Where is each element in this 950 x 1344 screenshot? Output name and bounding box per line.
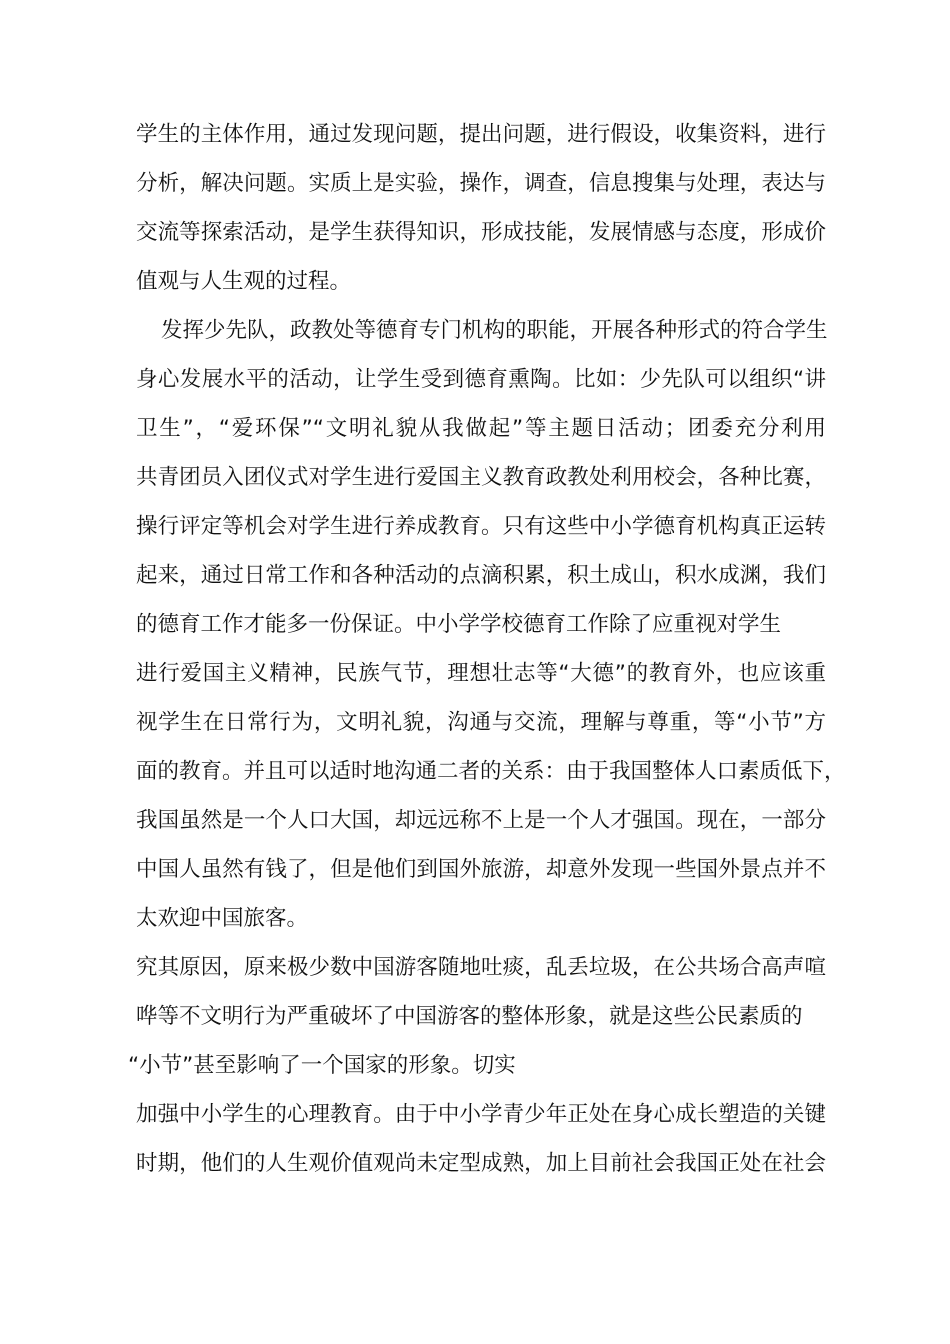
text-line: 身心发展水平的活动，让学生受到德育熏陶。比如：少先队可以组织“讲	[136, 367, 826, 392]
text-line: 太欢迎中国旅客。	[136, 906, 309, 931]
text-line: “小节”甚至影响了一个国家的形象。切实	[128, 1053, 516, 1078]
text-line: 交流等探索活动，是学生获得知识，形成技能，发展情感与态度，形成价	[136, 220, 826, 245]
text-line: 的德育工作才能多一份保证。中小学学校德育工作除了应重视对学生	[136, 612, 782, 637]
paragraph-first-line: 发挥少先队，政教处等德育专门机构的职能，开展各种形式的符合学生	[161, 318, 828, 343]
text-line: 操行评定等机会对学生进行养成教育。只有这些中小学德育机构真正运转	[136, 514, 826, 539]
text-line: 究其原因，原来极少数中国游客随地吐痰，乱丢垃圾，在公共场合高声喧	[136, 955, 826, 980]
text-line: 卫生”，“爱环保”“文明礼貌从我做起”等主题日活动；团委充分利用	[136, 416, 826, 441]
text-line: 我国虽然是一个人口大国，却远远称不上是一个人才强国。现在，一部分	[136, 808, 826, 833]
text-line: 共青团员入团仪式对学生进行爱国主义教育政教处利用校会，各种比赛，	[136, 465, 826, 490]
text-line: 哗等不文明行为严重破坏了中国游客的整体形象，就是这些公民素质的	[136, 1004, 803, 1029]
text-line: 起来，通过日常工作和各种活动的点滴积累，积土成山，积水成渊，我们	[136, 563, 826, 588]
text-line: 面的教育。并且可以适时地沟通二者的关系：由于我国整体人口素质低下，	[136, 759, 846, 784]
text-line: 值观与人生观的过程。	[136, 269, 352, 294]
text-line: 中国人虽然有钱了，但是他们到国外旅游，却意外发现一些国外景点并不	[136, 857, 826, 882]
text-line: 分析，解决问题。实质上是实验，操作，调查，信息搜集与处理，表达与	[136, 171, 826, 196]
text-line: 学生的主体作用，通过发现问题，提出问题，进行假设，收集资料，进行	[136, 122, 826, 147]
text-line: 加强中小学生的心理教育。由于中小学青少年正处在身心成长塑造的关键	[136, 1102, 826, 1127]
text-line: 时期，他们的人生观价值观尚未定型成熟，加上目前社会我国正处在社会	[136, 1151, 826, 1176]
text-line: 进行爱国主义精神，民族气节，理想壮志等“大德”的教育外，也应该重	[136, 661, 826, 686]
text-line: 视学生在日常行为，文明礼貌，沟通与交流，理解与尊重，等“小节”方	[136, 710, 826, 735]
